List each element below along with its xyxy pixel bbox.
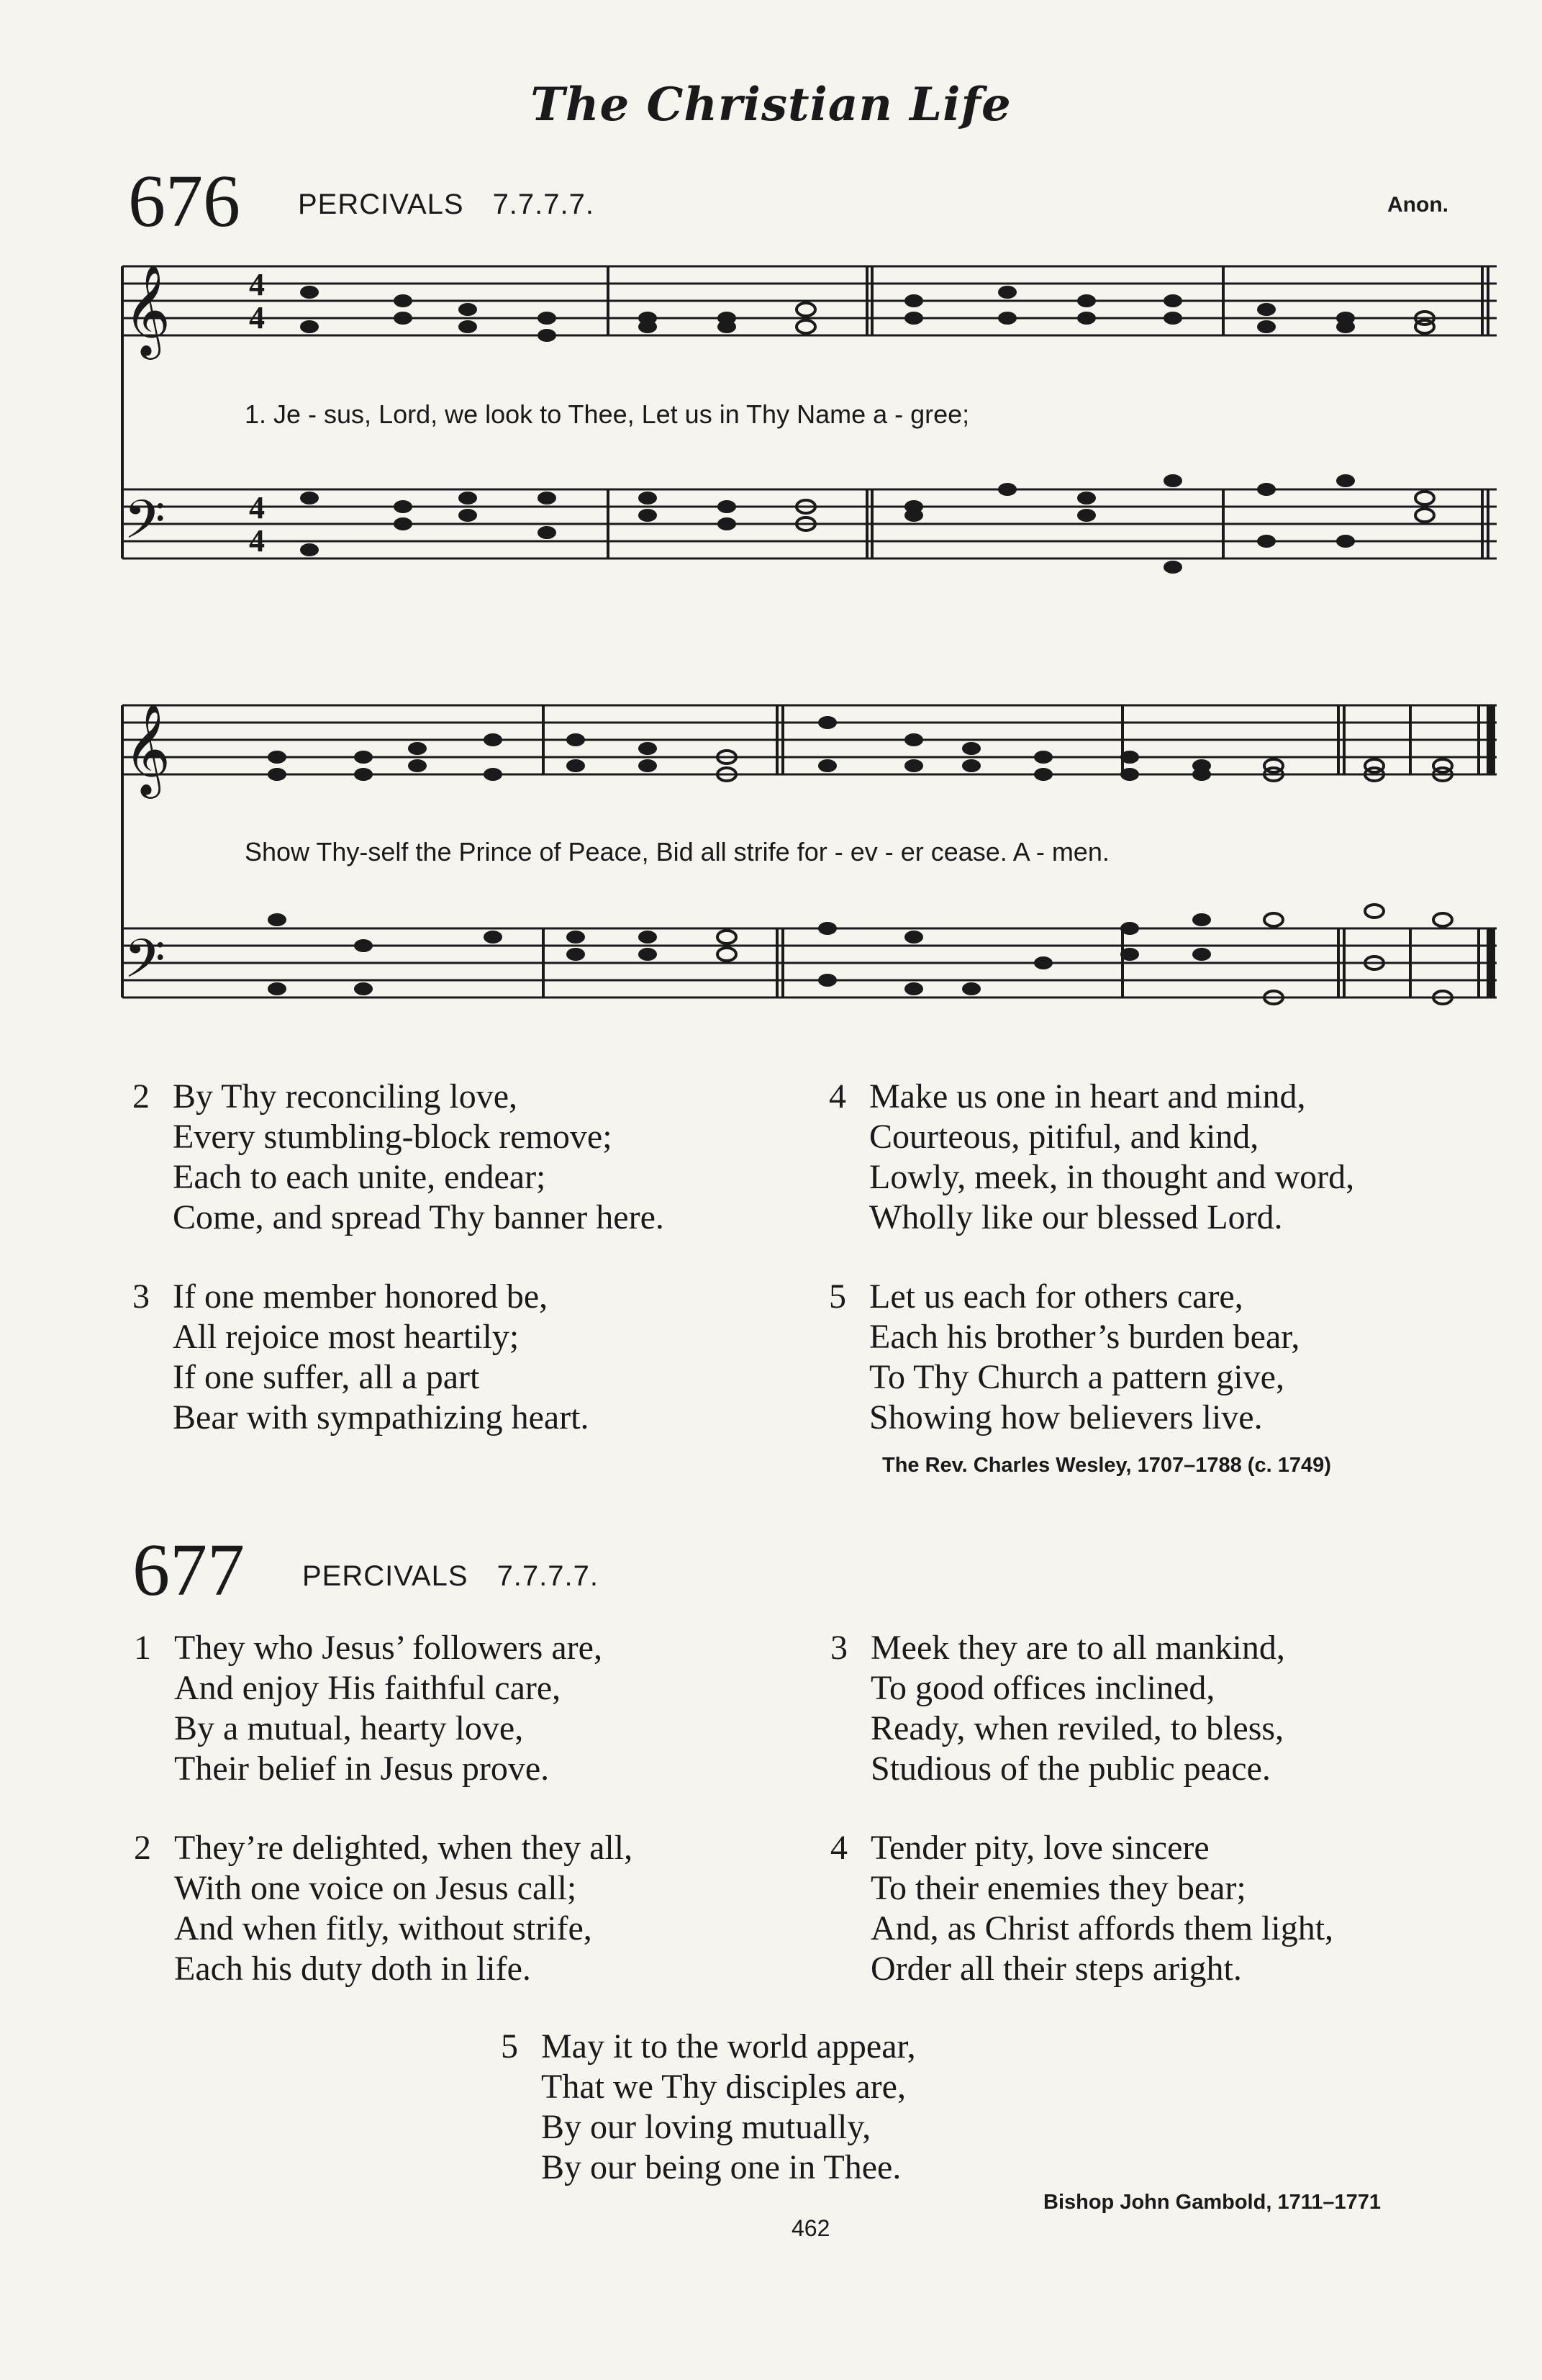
stanza-line: By our loving mutually, xyxy=(541,2108,871,2146)
bass-clef-icon: 𝄢 xyxy=(124,928,165,1003)
stanza-number: 3 xyxy=(132,1277,150,1316)
stanza-line: By Thy reconciling love, xyxy=(173,1077,518,1116)
hymn-676-tune xyxy=(298,189,594,221)
stanza-line: Ready, when reviled, to bless, xyxy=(871,1709,1284,1747)
stanza-line: Their belief in Jesus prove. xyxy=(174,1750,550,1788)
hymn-676-author: The Rev. Charles Wesley, 1707–1788 (c. 1749) xyxy=(882,1454,1331,1477)
hymn-676-stanza-5 xyxy=(829,1277,1512,1438)
bass-staff xyxy=(122,928,1497,1003)
tune-meter: 7.7.7.7. xyxy=(496,1560,599,1592)
stanza-line: And when fitly, without strife, xyxy=(174,1909,592,1947)
page-number: 462 xyxy=(792,2215,830,2241)
tune-name: PERCIVALS xyxy=(298,189,464,220)
hymn-676-stanza-4 xyxy=(829,1077,1512,1238)
tune-meter: 7.7.7.7. xyxy=(492,189,594,220)
stanza-line: Each his duty doth in life. xyxy=(174,1950,531,1988)
hymn-677-stanza-5 xyxy=(501,2027,1148,2188)
stanza-line: That we Thy disciples are, xyxy=(541,2068,906,2106)
hymn-677-stanza-3 xyxy=(830,1628,1514,1789)
stanza-line: To their enemies they bear; xyxy=(871,1869,1246,1907)
stanza-number: 4 xyxy=(829,1077,846,1116)
hymn-677-stanza-1 xyxy=(134,1628,781,1789)
stanza-number: 2 xyxy=(132,1077,150,1116)
stanza-line: If one suffer, all a part xyxy=(173,1358,480,1396)
running-head: The Christian Life xyxy=(530,78,1012,132)
svg-text:4: 4 xyxy=(249,490,265,525)
tune-name: PERCIVALS xyxy=(302,1560,468,1592)
hymn-676-lyric-line-1: 1. Je - sus, Lord, we look to Thee, Let us in Thy Name a - gree; xyxy=(245,399,970,429)
stanza-line: Bear with sympathizing heart. xyxy=(173,1398,589,1436)
stanza-number: 1 xyxy=(134,1629,151,1667)
stanza-number: 3 xyxy=(830,1629,848,1667)
stanza-line: By our being one in Thee. xyxy=(541,2148,902,2186)
time-signature: 4 xyxy=(249,267,265,302)
hymn-677-tune xyxy=(302,1560,599,1593)
stanza-line: May it to the world appear, xyxy=(541,2027,916,2065)
stanza-line: They’re delighted, when they all, xyxy=(174,1829,633,1867)
hymn-677-stanza-2 xyxy=(134,1828,781,1989)
stanza-number: 2 xyxy=(134,1829,151,1867)
treble-clef-icon: 𝄞 xyxy=(124,702,171,795)
stanza-line: If one member honored be, xyxy=(173,1277,548,1316)
treble-clef-icon: 𝄞 xyxy=(124,263,171,356)
stanza-line: Studious of the public peace. xyxy=(871,1750,1271,1788)
stanza-line: By a mutual, hearty love, xyxy=(174,1709,524,1747)
bass-clef-icon: 𝄢 xyxy=(124,489,165,564)
stanza-line: Make us one in heart and mind, xyxy=(869,1077,1306,1116)
stanza-line: With one voice on Jesus call; xyxy=(174,1869,577,1907)
stanza-line: Each to each unite, endear; xyxy=(173,1158,546,1196)
stanza-line: Order all their steps aright. xyxy=(871,1950,1242,1988)
hymn-677-author: Bishop John Gambold, 1711–1771 xyxy=(1043,2191,1381,2214)
stanza-line: Showing how believers live. xyxy=(869,1398,1263,1436)
stanza-number: 5 xyxy=(829,1277,846,1316)
hymn-676-stanza-3 xyxy=(132,1277,780,1438)
stanza-line: Tender pity, love sincere xyxy=(871,1829,1210,1867)
stanza-line: Every stumbling-block remove; xyxy=(173,1118,612,1156)
stanza-line: To Thy Church a pattern give, xyxy=(869,1358,1284,1396)
stanza-line: They who Jesus’ followers are, xyxy=(174,1629,602,1667)
svg-text:4: 4 xyxy=(249,300,265,335)
stanza-line: All rejoice most heartily; xyxy=(173,1318,520,1356)
stanza-line: To good offices inclined, xyxy=(871,1669,1215,1707)
stanza-line: And, as Christ affords them light, xyxy=(871,1909,1334,1947)
treble-staff xyxy=(122,702,1497,799)
stanza-line: Meek they are to all mankind, xyxy=(871,1629,1285,1667)
stanza-line: Come, and spread Thy banner here. xyxy=(173,1198,664,1236)
svg-text:4: 4 xyxy=(249,523,265,558)
stanza-number: 4 xyxy=(830,1829,848,1867)
hymn-676-stanza-2 xyxy=(132,1077,780,1238)
stanza-line: Let us each for others care, xyxy=(869,1277,1243,1316)
stanza-line: And enjoy His faithful care, xyxy=(174,1669,561,1707)
hymn-676-composer: Anon. xyxy=(1387,193,1448,217)
hymn-number-677: 677 xyxy=(132,1529,245,1611)
hymn-number-676: 676 xyxy=(128,160,240,243)
stanza-number: 5 xyxy=(501,2027,518,2065)
hymn-677-stanza-4 xyxy=(830,1828,1514,1989)
stanza-line: Courteous, pitiful, and kind, xyxy=(869,1118,1259,1156)
stanza-line: Lowly, meek, in thought and word, xyxy=(869,1158,1355,1196)
stanza-line: Each his brother’s burden bear, xyxy=(869,1318,1300,1356)
treble-staff xyxy=(122,263,1497,360)
hymn-676-lyric-line-2: Show Thy-self the Prince of Peace, Bid all strife for - ev - er cease. A - men. xyxy=(245,837,1110,867)
stanza-line: Wholly like our blessed Lord. xyxy=(869,1198,1283,1236)
